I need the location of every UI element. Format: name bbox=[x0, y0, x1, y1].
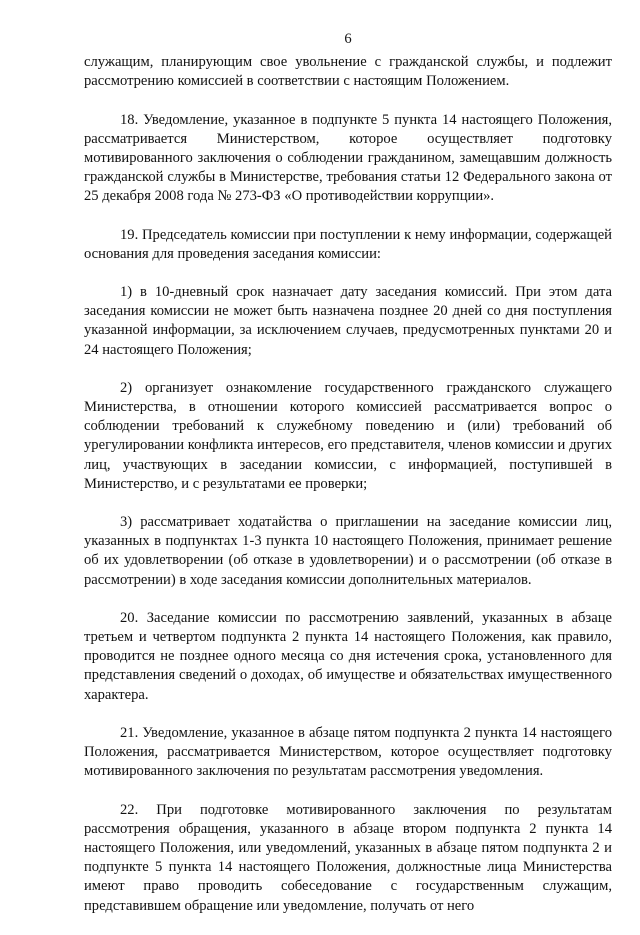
paragraph-20: 20. Заседание комиссии по рассмотрению заявлений, указанных в абзаце третьем и четвертом подпункта 2 пункта 14 настоящего Положения, как правило, проводится не позднее одного месяца со дня истечения срока, установленного для представления сведений о доходах, об имуществе и обязательствах имущественного характера. bbox=[84, 609, 612, 703]
document-page bbox=[84, 30, 612, 935]
paragraph-19-item-1: 1) в 10-дневный срок назначает дату заседания комиссий. При этом дата заседания комиссии не может быть назначена позднее 20 дней со дня поступления указанной информации, за исключением случаев, предусмотренных пунктами 20 и 24 настоящего Положения; bbox=[84, 284, 612, 358]
page-number: 6 bbox=[344, 31, 352, 47]
paragraph-19: 19. Председатель комиссии при поступлении к нему информации, содержащей основания для проведения заседания комиссии: bbox=[84, 226, 612, 262]
paragraph-21: 21. Уведомление, указанное в абзаце пятом подпункта 2 пункта 14 настоящего Положения, рассматривается Министерством, которое осуществляет подготовку мотивированного заключения по результатам рассмотрения уведомления. bbox=[84, 724, 612, 780]
paragraph-19-item-3: 3) рассматривает ходатайства о приглашении на заседание комиссии лиц, указанных в подпунктах 1-3 пункта 10 настоящего Положения, принимает решение об их удовлетворении (об отказе в удовлетворении) и о рассмотрении (об отказе в рассмотрении) в ходе заседания комиссии дополнительных материалов. bbox=[84, 514, 612, 588]
paragraph-22: 22. При подготовке мотивированного заключения по результатам рассмотрения обращения, указанного в абзаце втором подпункта 2 пункта 14 настоящего Положения, или уведомлений, указанных в абзаце пятом подпункта 2 и подпункте 5 пункта 14 настоящего Положения, должностные лица Министерства имеют право проводить собеседование с государственным служащим, представившем обращение или уведомление, получать от него bbox=[84, 801, 612, 914]
paragraph-continuation: служащим, планирующим свое увольнение с гражданской службы, и подлежит рассмотрению комиссией в соответствии с настоящим Положением. bbox=[84, 54, 612, 90]
paragraph-18: 18. Уведомление, указанное в подпункте 5 пункта 14 настоящего Положения, рассматривается Министерством, которое осуществляет подготовку мотивированного заключения о соблюдении гражданином, замещавшим должность гражданской службы в Министерстве, требования статьи 12 Федерального закона от 25 декабря 2008 года № 273-ФЗ «О противодействии коррупции». bbox=[84, 111, 612, 205]
paragraph-19-item-2: 2) организует ознакомление государственного гражданского служащего Министерства, в отношении которого комиссией рассматривается вопрос о соблюдении требований к служебному поведению и (или) требований об урегулировании конфликта интересов, его представителя, членов комиссии и других лиц, участвующих в заседании комиссии, с информацией, поступившей в Министерство, и с результатами ее проверки; bbox=[84, 379, 612, 492]
